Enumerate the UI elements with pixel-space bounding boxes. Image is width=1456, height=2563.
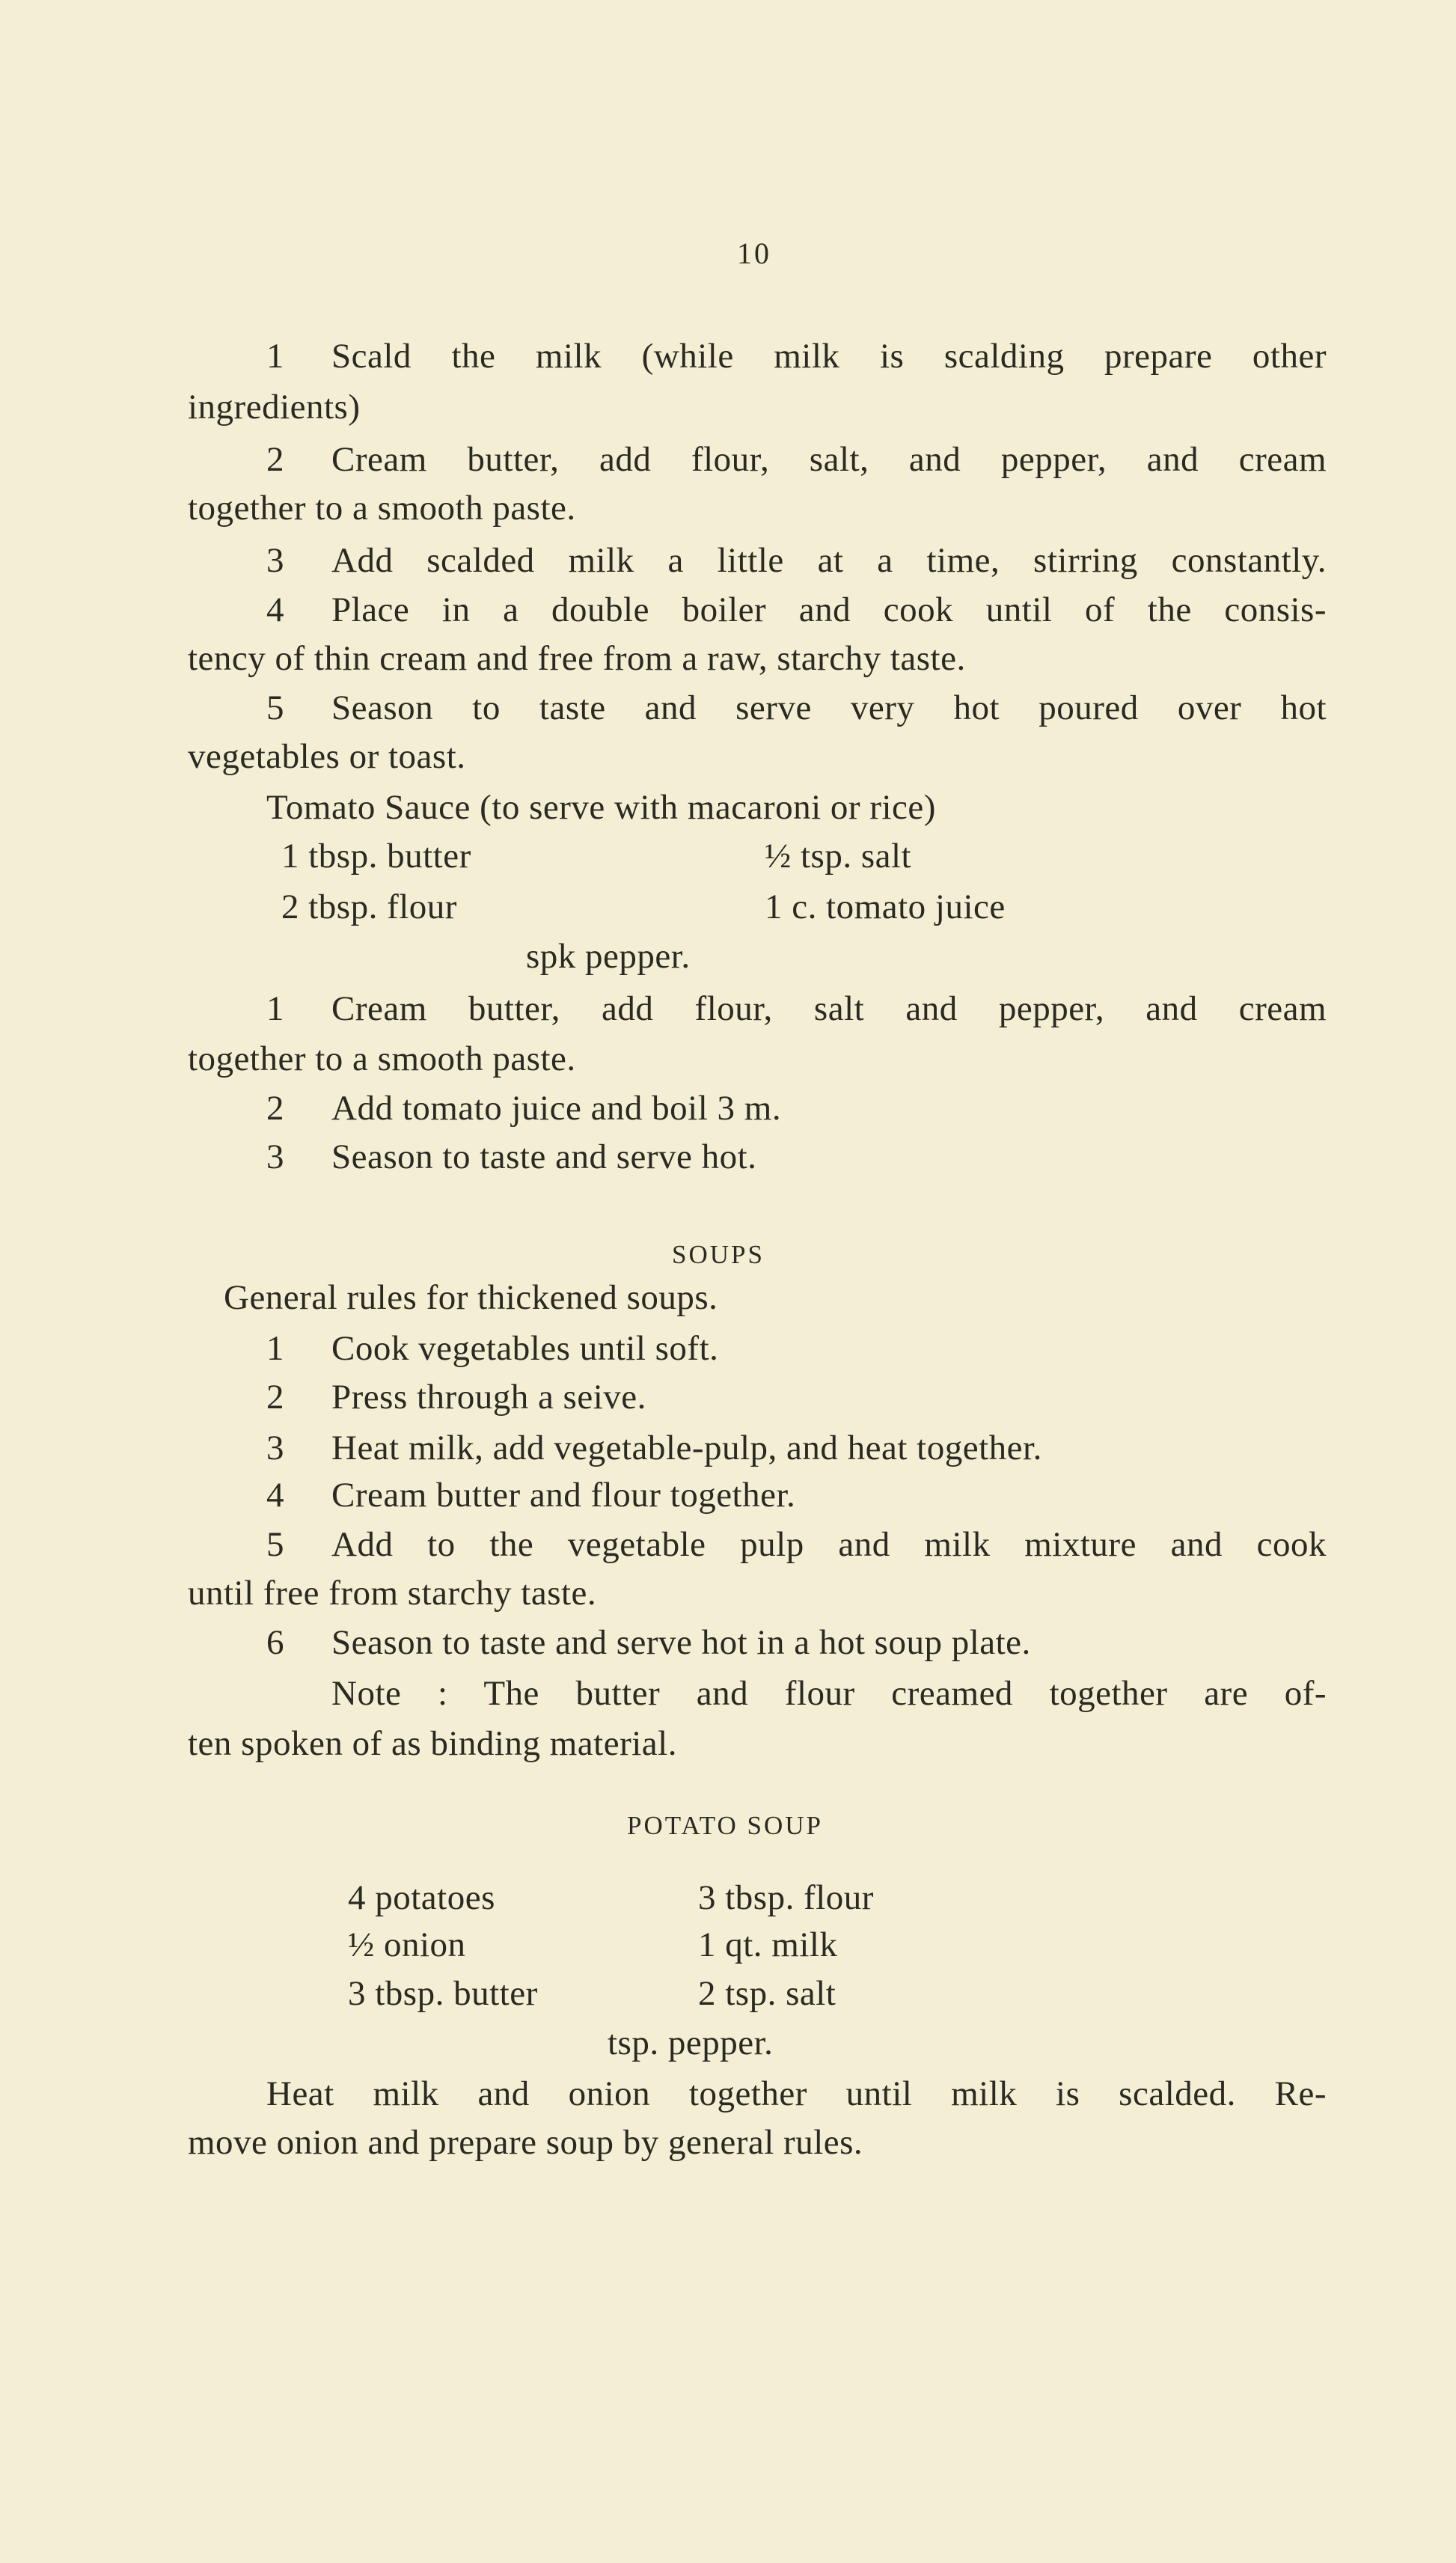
step-continuation: together to a smooth paste. <box>188 489 576 528</box>
step-text: Add tomato juice and boil 3 m. <box>331 1089 782 1128</box>
step-text: Heat milk, add vegetable-pulp, and heat together. <box>331 1429 1042 1467</box>
step-number: 3 <box>266 1429 284 1467</box>
ingredient: 1 qt. milk <box>698 1925 838 1964</box>
intro: General rules for thickened soups. <box>224 1278 718 1317</box>
step-number: 2 <box>266 440 284 479</box>
note: Note : The butter and flour creamed together are of- <box>331 1674 1327 1713</box>
step-text: Place in a double boiler and cook until of the consis- <box>331 590 1327 629</box>
step-text: Cream butter, add flour, salt, and pepper, and cream <box>331 440 1327 479</box>
ingredient: 3 tbsp. butter <box>348 1974 538 2013</box>
ingredient: 4 potatoes <box>348 1878 495 1917</box>
directions: Heat milk and onion together until milk is scalded. Re- <box>266 2074 1327 2113</box>
step <box>266 434 1327 485</box>
step <box>266 682 1327 733</box>
step-text: Cream butter, add flour, salt and pepper, and cream <box>331 989 1327 1028</box>
step <box>266 1323 718 1374</box>
step-number: 4 <box>266 590 284 629</box>
step-text: Season to taste and serve hot. <box>331 1137 757 1176</box>
step-number: 1 <box>266 1329 284 1368</box>
step-continuation: vegetables or toast. <box>188 737 466 776</box>
page-number: 10 <box>737 236 771 270</box>
ingredient: 2 tsp. salt <box>698 1974 836 2013</box>
ingredient: 2 tbsp. flour <box>281 888 457 926</box>
step-continuation: tency of thin cream and free from a raw, starchy taste. <box>188 639 966 678</box>
step-continuation: together to a smooth paste. <box>188 1039 576 1078</box>
step <box>266 535 1327 586</box>
step-number: 3 <box>266 541 284 580</box>
recipe-title: Tomato Sauce (to serve with macaroni or rice) <box>266 788 936 827</box>
ingredient: spk pepper. <box>526 937 691 976</box>
step <box>266 1617 1031 1668</box>
step <box>266 983 1327 1034</box>
step-number: 4 <box>266 1476 284 1515</box>
step-continuation: until free from starchy taste. <box>188 1574 597 1613</box>
ingredient: 1 c. tomato juice <box>765 888 1006 926</box>
step-text: Cream butter and flour together. <box>331 1476 796 1515</box>
step-number: 2 <box>266 1378 284 1417</box>
note-continuation: ten spoken of as binding material. <box>188 1724 677 1763</box>
ingredient: 3 tbsp. flour <box>698 1878 874 1917</box>
ingredient: tsp. pepper. <box>608 2023 774 2062</box>
step-text: Add scalded milk a little at a time, stirring constantly. <box>331 541 1327 580</box>
step-text: Season to taste and serve hot in a hot soup plate. <box>331 1623 1031 1662</box>
step <box>266 1372 646 1423</box>
step <box>266 584 1327 635</box>
step-number: 5 <box>266 1525 284 1564</box>
step-text: Cook vegetables until soft. <box>331 1329 719 1368</box>
step-text: Season to taste and serve very hot poured over hot <box>331 688 1327 727</box>
step-number: 1 <box>266 337 284 376</box>
step-text: Press through a seive. <box>331 1378 646 1417</box>
step <box>266 1083 781 1134</box>
step <box>266 1519 1327 1570</box>
ingredient: ½ onion <box>348 1925 466 1964</box>
step-text: Scald the milk (while milk is scalding prepare other <box>331 337 1327 376</box>
step-number: 3 <box>266 1137 284 1176</box>
step-continuation: ingredients) <box>188 388 361 427</box>
ingredient: ½ tsp. salt <box>765 837 912 876</box>
step-number: 5 <box>266 688 284 727</box>
step-text: Add to the vegetable pulp and milk mixture and cook <box>331 1525 1327 1564</box>
step-number: 6 <box>266 1623 284 1662</box>
recipe-heading: POTATO SOUP <box>627 1811 823 1840</box>
step-number: 2 <box>266 1089 284 1128</box>
step <box>266 1470 795 1521</box>
step-number: 1 <box>266 989 284 1028</box>
section-heading: SOUPS <box>672 1240 765 1269</box>
step <box>266 331 1327 382</box>
ingredient: 1 tbsp. butter <box>281 837 471 876</box>
step <box>266 1131 756 1182</box>
step <box>266 1423 1042 1473</box>
directions-continuation: move onion and prepare soup by general rules. <box>188 2123 863 2162</box>
